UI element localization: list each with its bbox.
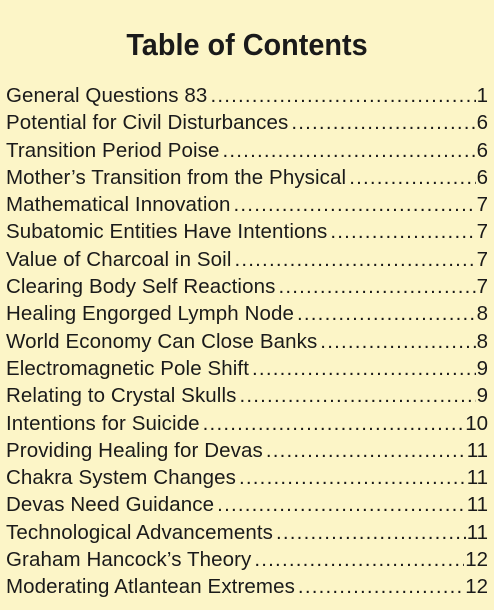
toc-entry-page-number: 11 <box>466 493 488 517</box>
toc-entry-title: Graham Hancock’s Theory <box>6 548 252 572</box>
toc-entry[interactable] <box>6 382 488 409</box>
toc-entry-title: Transition Period Poise <box>6 138 220 162</box>
dot-leader <box>254 546 464 573</box>
dot-leader <box>239 382 475 409</box>
toc-entry-page-number: 6 <box>476 111 488 135</box>
toc-entry-title: Technological Advancements <box>6 520 273 544</box>
toc-entry-title: World Economy Can Close Banks <box>6 329 318 353</box>
dot-leader <box>276 519 466 546</box>
dot-leader <box>278 273 475 300</box>
toc-entry[interactable] <box>6 300 488 327</box>
toc-entry-page-number: 8 <box>476 302 488 326</box>
toc-entry[interactable] <box>6 355 488 382</box>
toc-entry[interactable] <box>6 328 488 355</box>
toc-entry[interactable] <box>6 464 488 491</box>
toc-entry[interactable] <box>6 273 488 300</box>
dot-leader <box>349 164 475 191</box>
toc-entry[interactable] <box>6 491 488 518</box>
dot-leader <box>297 300 476 327</box>
toc-entry-title: Potential for Civil Disturbances <box>6 111 289 135</box>
toc-entry-title: Mathematical Innovation <box>6 193 231 217</box>
dot-leader <box>234 246 475 273</box>
dot-leader <box>203 410 465 437</box>
toc-entry-page-number: 11 <box>466 520 488 544</box>
toc-entry-title: Value of Charcoal in Soil <box>6 247 232 271</box>
toc-list <box>6 82 488 601</box>
toc-entry-title: Electromagnetic Pole Shift <box>6 356 250 380</box>
toc-entry-page-number: 12 <box>465 575 488 599</box>
toc-entry-title: Moderating Atlantean Extremes <box>6 575 295 599</box>
toc-entry-page-number: 7 <box>476 275 488 299</box>
toc-entry-page-number: 6 <box>476 138 488 162</box>
toc-entry-page-number: 7 <box>476 247 488 271</box>
toc-entry[interactable] <box>6 246 488 273</box>
dot-leader <box>210 82 475 109</box>
dot-leader <box>320 328 475 355</box>
toc-entry-page-number: 1 <box>476 84 488 107</box>
dot-leader <box>252 355 476 382</box>
toc-entry[interactable] <box>6 218 488 245</box>
toc-entry-title: Providing Healing for Devas <box>6 438 263 462</box>
dot-leader <box>217 491 466 518</box>
toc-entry[interactable] <box>6 137 488 164</box>
toc-entry[interactable] <box>6 519 488 546</box>
toc-entry-title: General Questions 83 <box>6 84 208 107</box>
toc-entry[interactable] <box>6 437 488 464</box>
toc-entry-page-number: 7 <box>476 220 488 244</box>
toc-entry[interactable] <box>6 546 488 573</box>
toc-entry-page-number: 11 <box>466 438 488 462</box>
toc-entry-title: Devas Need Guidance <box>6 493 215 517</box>
toc-entry-page-number: 6 <box>476 165 488 189</box>
toc-entry-title: Relating to Crystal Skulls <box>6 384 237 408</box>
dot-leader <box>222 137 475 164</box>
toc-entry-page-number: 7 <box>476 193 488 217</box>
dot-leader <box>330 218 475 245</box>
toc-entry-title: Healing Engorged Lymph Node <box>6 302 294 326</box>
toc-entry-title: Intentions for Suicide <box>6 411 200 435</box>
dot-leader <box>266 437 466 464</box>
toc-entry[interactable] <box>6 109 488 136</box>
toc-entry-title: Subatomic Entities Have Intentions <box>6 220 328 244</box>
toc-entry-page-number: 9 <box>476 356 488 380</box>
toc-entry-page-number: 10 <box>465 411 488 435</box>
toc-entry-page-number: 8 <box>476 329 488 353</box>
toc-entry-page-number: 12 <box>465 548 488 572</box>
toc-entry[interactable] <box>6 410 488 437</box>
toc-entry-title: Chakra System Changes <box>6 466 236 490</box>
dot-leader <box>298 573 464 600</box>
toc-entry-page-number: 11 <box>466 466 488 490</box>
dot-leader <box>239 464 466 491</box>
toc-entry[interactable] <box>6 164 488 191</box>
toc-entry-page-number: 9 <box>476 384 488 408</box>
toc-entry[interactable] <box>6 573 488 600</box>
toc-entry[interactable] <box>6 191 488 218</box>
dot-leader <box>291 109 475 136</box>
toc-entry-title: Clearing Body Self Reactions <box>6 275 276 299</box>
toc-entry[interactable] <box>6 82 488 109</box>
page-title: Table of Contents <box>126 26 368 62</box>
dot-leader <box>234 191 476 218</box>
toc-entry-title: Mother’s Transition from the Physical <box>6 165 347 189</box>
